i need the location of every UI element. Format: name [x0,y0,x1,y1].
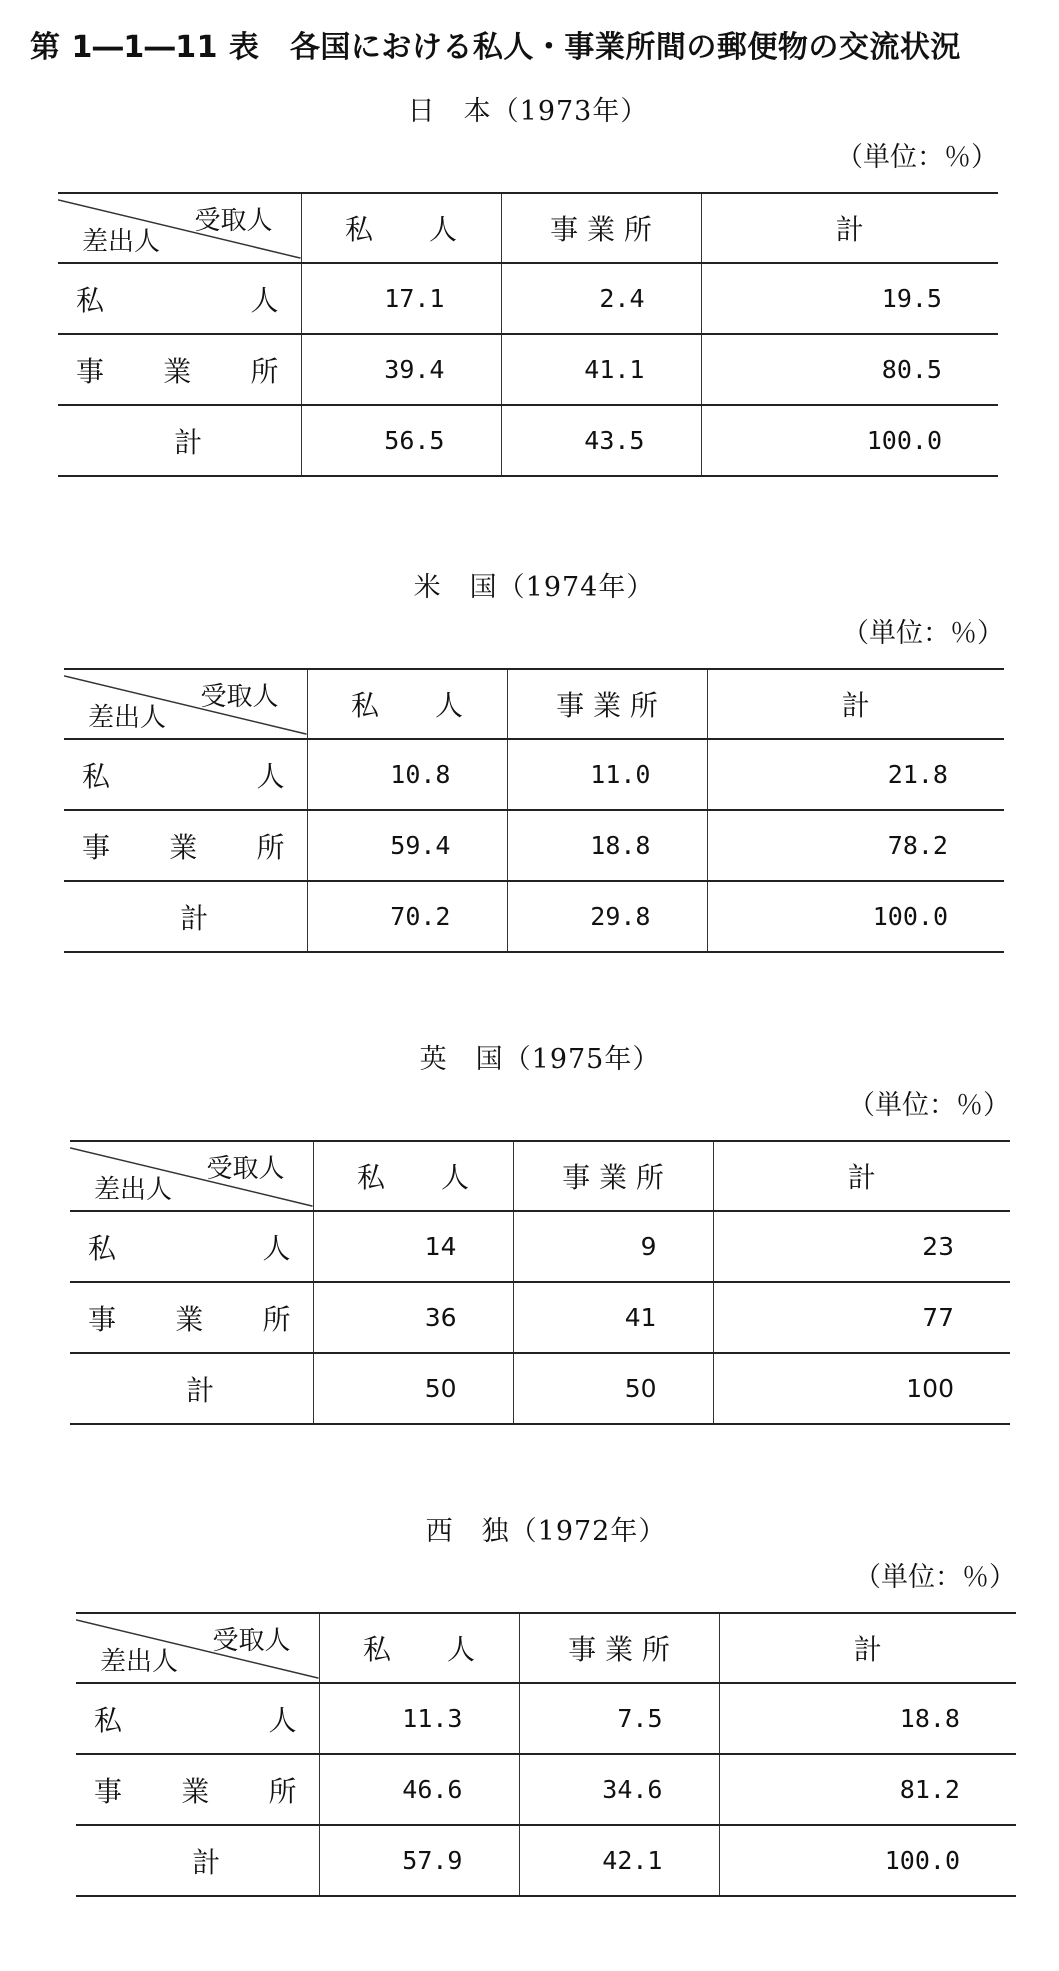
cell-value: 34.6 [519,1754,719,1825]
cell-value: 17.1 [301,263,501,334]
table-row [64,739,1004,810]
cell-value: 7.5 [519,1683,719,1754]
table-row [64,881,1004,952]
sender-label: 差出人 [88,703,167,733]
corner-header-cell [70,1141,313,1211]
col-header-private: 私 人 [301,193,501,263]
col-header-business: 事 業 所 [507,669,707,739]
table-row [70,1353,1010,1424]
cell-value: 10.8 [307,739,507,810]
col-header-business: 事 業 所 [501,193,701,263]
data-table [58,192,998,477]
col-header-business: 事 業 所 [519,1613,719,1683]
table-row [58,334,998,405]
col-header-total: 計 [707,669,1004,739]
corner-header-cell [58,193,301,263]
unit-label: （単位：％） [836,142,998,173]
cell-value: 50 [513,1353,713,1424]
cell-value: 46.6 [319,1754,519,1825]
data-table [64,668,1004,953]
cell-value: 41.1 [501,334,701,405]
cell-value: 70.2 [307,881,507,952]
section-title: 西 独（1972年） [425,1516,667,1547]
cell-value: 18.8 [719,1683,1016,1754]
cell-value: 11.0 [507,739,707,810]
row-label-business: 事 業 所 [70,1282,313,1353]
table-row [58,405,998,476]
section-title: 米 国（1974年） [413,572,655,603]
data-table [70,1140,1010,1425]
section-title: 英 国（1975年） [419,1044,661,1075]
cell-value: 100.0 [707,881,1004,952]
cell-value: 19.5 [701,263,998,334]
table-row [70,1211,1010,1282]
row-label-business: 事 業 所 [76,1754,319,1825]
col-header-private: 私 人 [319,1613,519,1683]
col-header-business: 事 業 所 [513,1141,713,1211]
row-label-business: 事 業 所 [64,810,307,881]
table-row [76,1825,1016,1896]
col-header-private: 私 人 [307,669,507,739]
col-header-total: 計 [713,1141,1010,1211]
header-row [70,1141,1010,1211]
corner-header-cell [64,669,307,739]
table-row [76,1754,1016,1825]
cell-value: 21.8 [707,739,1004,810]
cell-value: 100 [713,1353,1010,1424]
sender-label: 差出人 [100,1647,179,1677]
unit-label: （単位：％） [842,618,1004,649]
cell-value: 81.2 [719,1754,1016,1825]
cell-value: 42.1 [519,1825,719,1896]
cell-value: 80.5 [701,334,998,405]
header-row [76,1613,1016,1683]
section-title: 日 本（1973年） [407,96,649,127]
unit-label: （単位：％） [854,1562,1016,1593]
cell-value: 18.8 [507,810,707,881]
table-row [64,810,1004,881]
header-row [58,193,998,263]
table-row [58,263,998,334]
cell-value: 11.3 [319,1683,519,1754]
data-table [76,1612,1016,1897]
cell-value: 100.0 [719,1825,1016,1896]
cell-value: 23 [713,1211,1010,1282]
row-label-total: 計 [76,1825,319,1896]
row-label-total: 計 [64,881,307,952]
row-label-private: 私 人 [76,1683,319,1754]
row-label-business: 事 業 所 [58,334,301,405]
col-header-total: 計 [701,193,998,263]
table-row [76,1683,1016,1754]
corner-header-cell [76,1613,319,1683]
cell-value: 29.8 [507,881,707,952]
cell-value: 77 [713,1282,1010,1353]
sender-label: 差出人 [94,1175,173,1205]
cell-value: 2.4 [501,263,701,334]
unit-label: （単位：％） [848,1090,1010,1121]
sender-label: 差出人 [82,227,161,257]
table-row [70,1282,1010,1353]
cell-value: 43.5 [501,405,701,476]
page-title: 第 1―1―11 表 各国における私人・事業所間の郵便物の交流状況 [30,30,961,65]
cell-value: 59.4 [307,810,507,881]
col-header-private: 私 人 [313,1141,513,1211]
cell-value: 36 [313,1282,513,1353]
row-label-private: 私 人 [64,739,307,810]
row-label-private: 私 人 [58,263,301,334]
receiver-label: 受取人 [200,682,279,712]
receiver-label: 受取人 [212,1626,291,1656]
row-label-total: 計 [70,1353,313,1424]
cell-value: 41 [513,1282,713,1353]
cell-value: 39.4 [301,334,501,405]
cell-value: 100.0 [701,405,998,476]
cell-value: 57.9 [319,1825,519,1896]
header-row [64,669,1004,739]
cell-value: 14 [313,1211,513,1282]
cell-value: 9 [513,1211,713,1282]
col-header-total: 計 [719,1613,1016,1683]
cell-value: 78.2 [707,810,1004,881]
cell-value: 50 [313,1353,513,1424]
row-label-private: 私 人 [70,1211,313,1282]
row-label-total: 計 [58,405,301,476]
receiver-label: 受取人 [194,206,273,236]
cell-value: 56.5 [301,405,501,476]
receiver-label: 受取人 [206,1154,285,1184]
